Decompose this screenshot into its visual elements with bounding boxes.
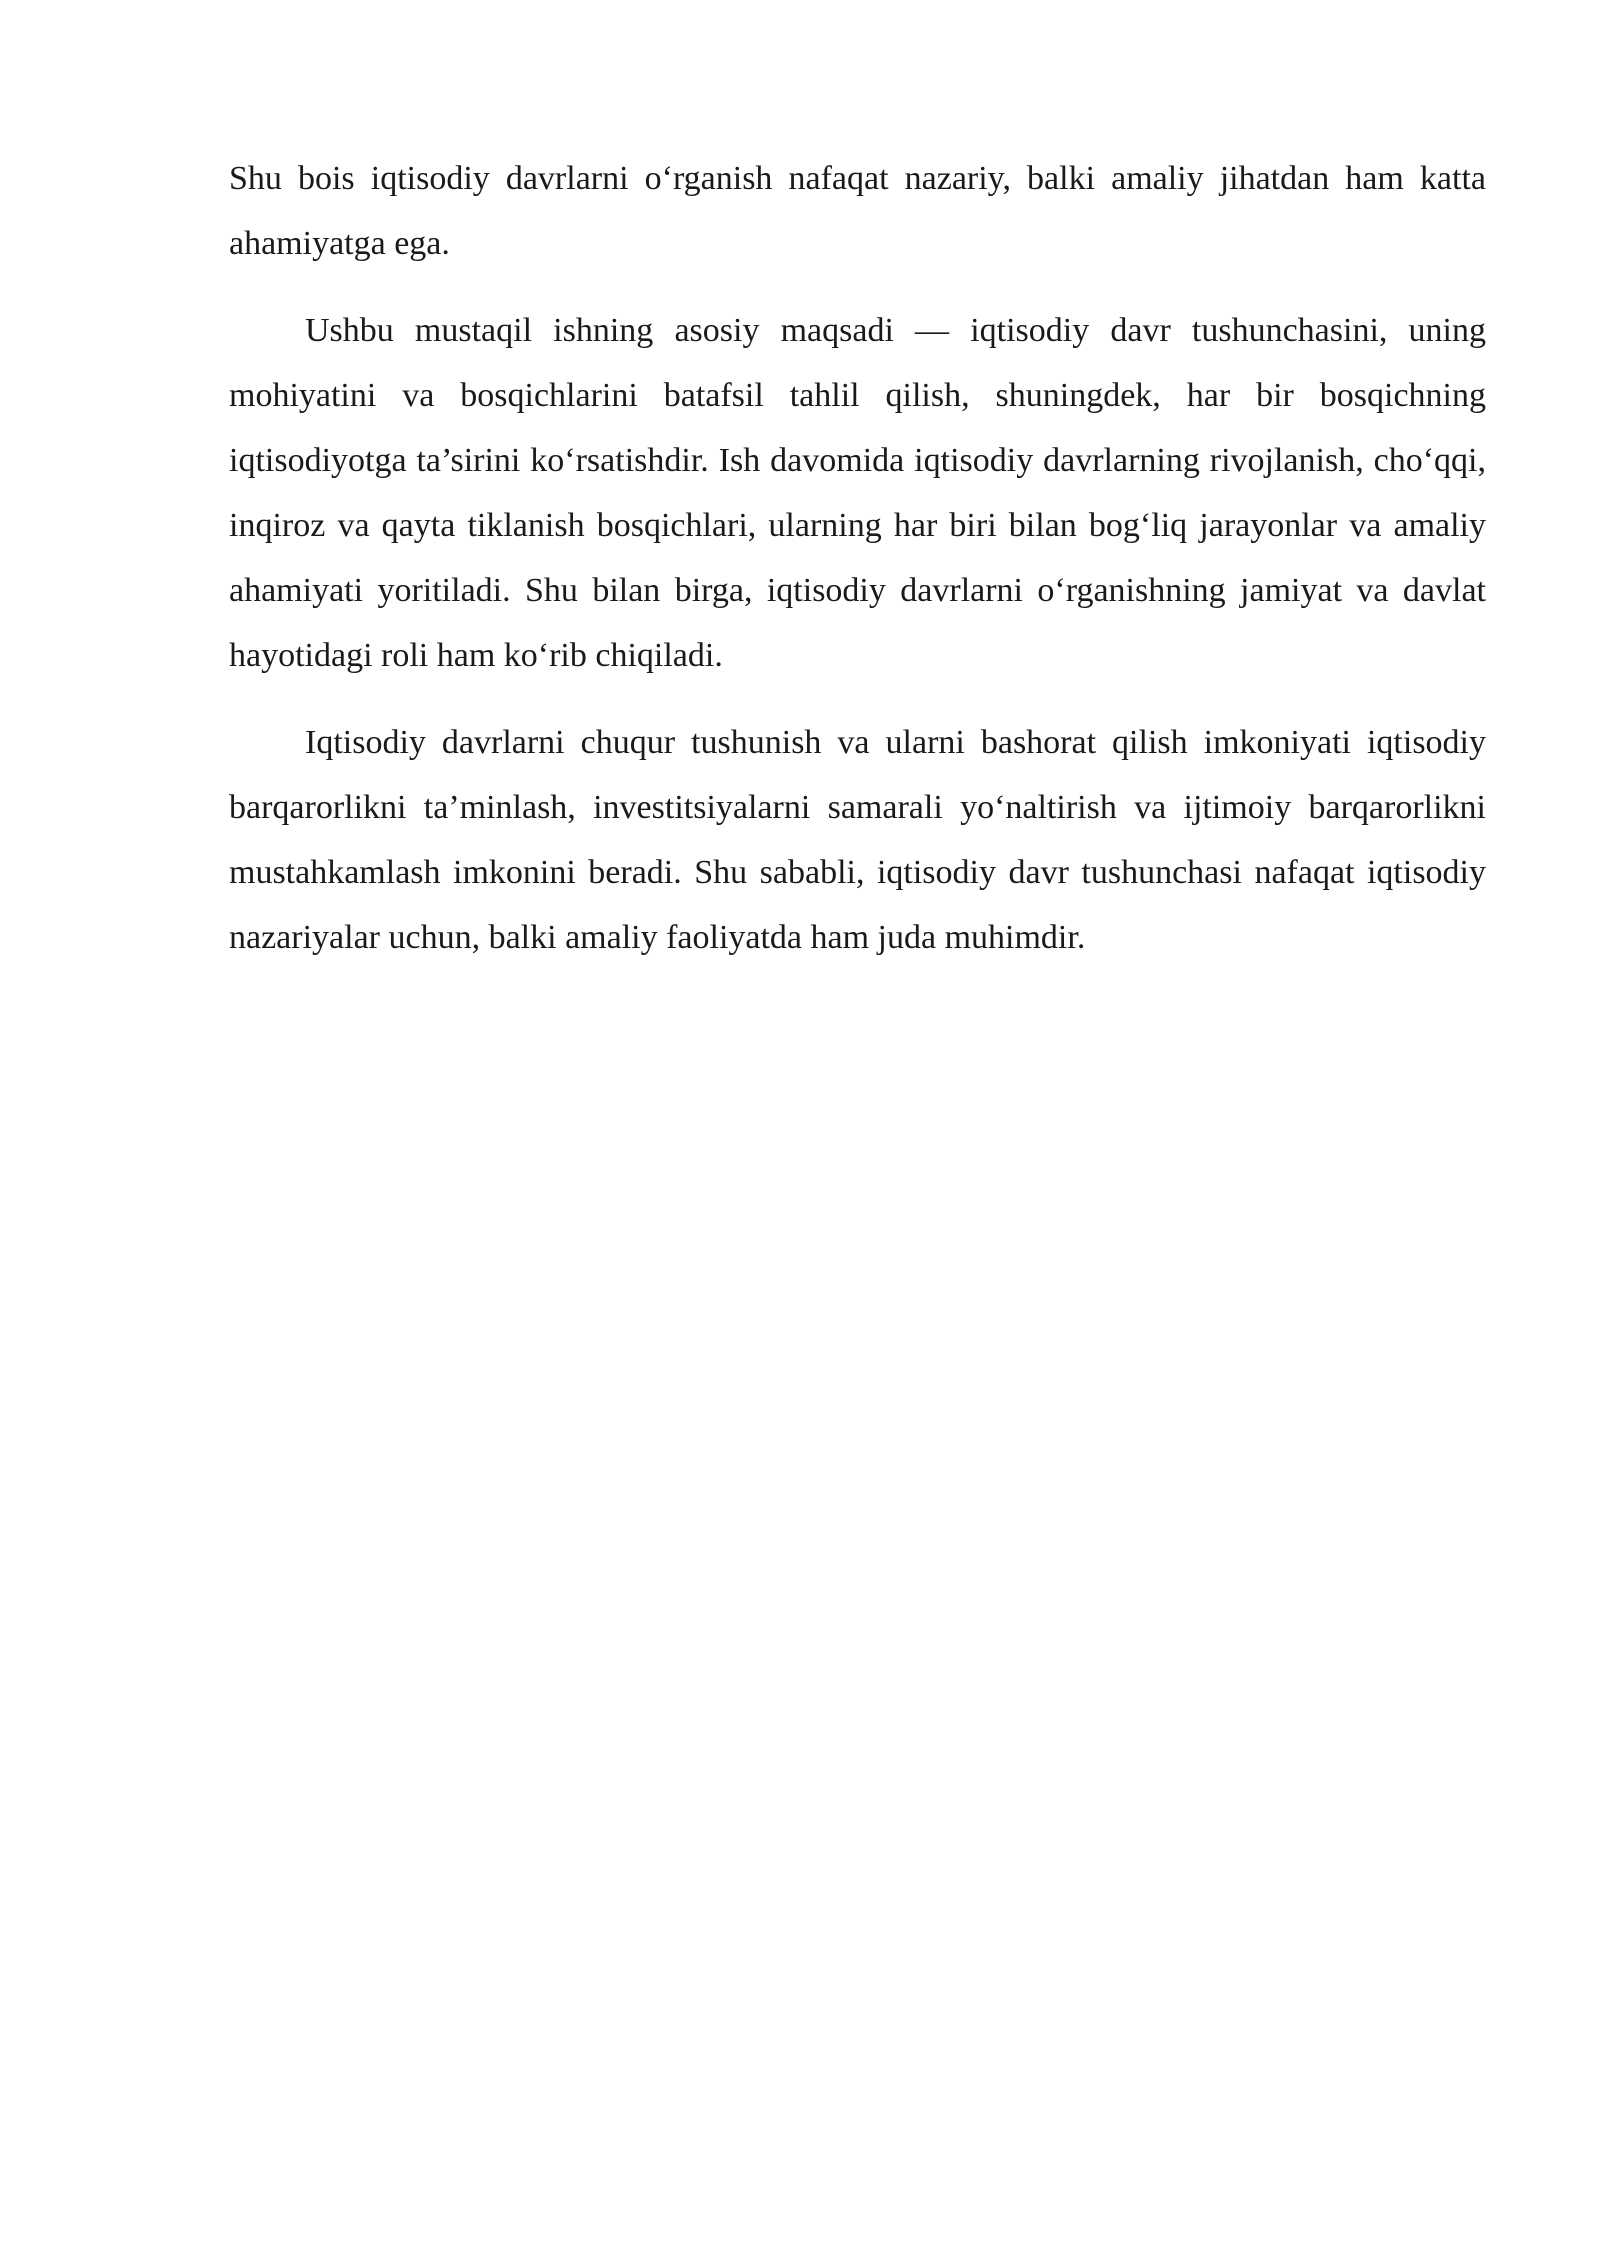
paragraph-conclusion: Iqtisodiy davrlarni chuqur tushunish va ularni bashorat qilish imkoniyati iqtisodiy barqarorlikni ta’minlash, investitsiyalarni samarali yo‘naltirish va ijtimoiy barqarorlikni mustahkamlash imkonini beradi. Shu sababli, iqtisodiy davr tushunchasi nafaqat iqtisodiy nazariyalar uchun, balki amaliy faoliyatda ham juda muhimdir. — [229, 724, 1486, 956]
paragraph-purpose: Ushbu mustaqil ishning asosiy maqsadi — iqtisodiy davr tushunchasini, uning mohiyatini va bosqichlarini batafsil tahlil qilish, shuningdek, har bir bosqichning iqtisodiyotga ta’sirini ko‘rsatishdir. Ish davomida iqtisodiy davrlarning rivojlanish, cho‘qqi, inqiroz va qayta tiklanish bosqichlari, ularning har biri bilan bog‘liq jarayonlar va amaliy ahamiyati yoritiladi. Shu bilan birga, iqtisodiy davrlarni o‘rganishning jamiyat va davlat hayotidagi roli ham ko‘rib chiqiladi. — [229, 312, 1486, 674]
document-body — [229, 146, 1486, 992]
paragraph-continuation: Shu bois iqtisodiy davrlarni o‘rganish nafaqat nazariy, balki amaliy jihatdan ham katta ahamiyatga ega. — [229, 160, 1486, 262]
